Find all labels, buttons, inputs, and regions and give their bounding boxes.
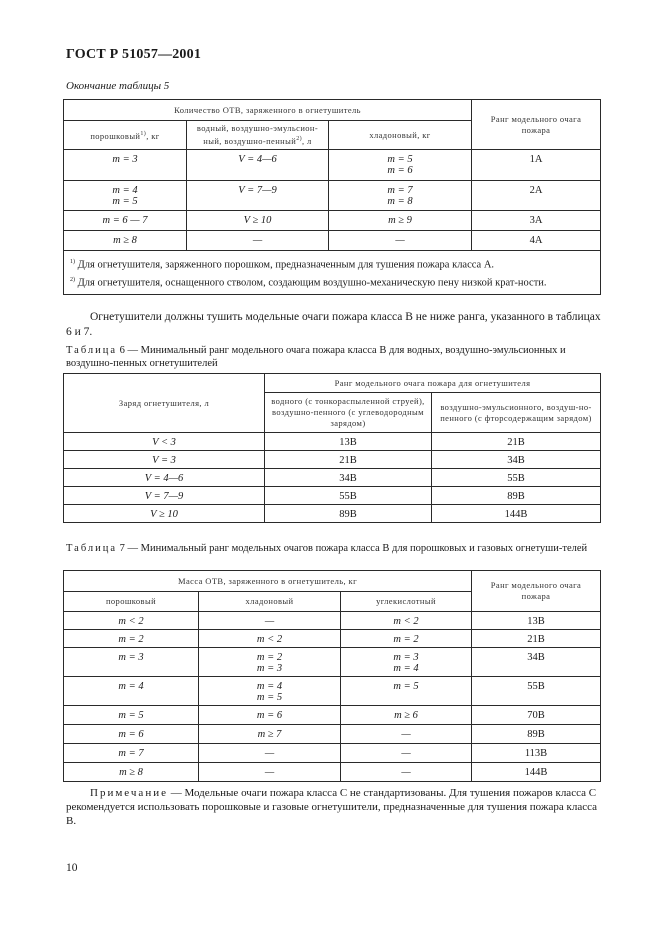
table-cell-c3	[341, 725, 472, 744]
table-row	[64, 505, 601, 523]
footnote-2: $^{2)}$ Для огнетушителя, оснащенного стволом, создающим воздушно-механическую пену низкой крат-ности.	[70, 276, 547, 288]
table-row	[64, 706, 601, 725]
cell-line: —	[252, 235, 263, 246]
t5-footnotes	[64, 251, 601, 295]
table-cell-c1: 34В	[265, 469, 432, 487]
table-row	[64, 469, 601, 487]
cell-line: m = 4	[393, 663, 419, 674]
cell-line: V = 7—9	[238, 185, 277, 196]
t6-col-water-foam: водного (с тонкораспыленной струей), воздушно-пенного (с углеводородным зарядом)	[265, 393, 432, 433]
t5-col-water: водный, воздушно-эмульсион- ный, воздушно-пенный$^{2)}$, л	[187, 121, 329, 150]
cell-line: m ≥ 9	[388, 215, 412, 226]
cell-line: m = 5	[118, 710, 144, 721]
table-cell-c3	[341, 612, 472, 630]
cell-line: m = 2	[256, 652, 283, 663]
cell-line: m ≥ 6	[394, 710, 418, 721]
table-row	[64, 487, 601, 505]
cell-line: m = 4	[112, 185, 138, 196]
table-cell-rank: 3А	[472, 211, 601, 231]
table-cell-rank: 21В	[472, 630, 601, 648]
table-cell-c3	[341, 648, 472, 677]
table-6-title: Таблица 6 — Минимальный ранг модельного очага пожара класса В для водных, воздушно-эмульсионных и воздушно-пенных огнетушителей	[66, 345, 566, 369]
table-cell-c1	[64, 181, 187, 211]
t7-col-co2: углекислотный	[341, 592, 472, 612]
body-paragraph: Огнетушители должны тушить модельные очаги пожара класса В не ниже ранга, указанного в таблицах 6 и 7.	[66, 311, 601, 338]
table-6	[63, 373, 601, 523]
table-cell-charge: V = 4—6	[64, 469, 265, 487]
table-cell-c1	[64, 706, 199, 725]
table-cell-rank: 144В	[472, 763, 601, 782]
note-paragraph: Примечание — Модельные очаги пожара класса С не стандартизованы. Для тушения пожаров класса С рекомендуется использовать порошковые и газовые огнетушители, предназначенные для тушения пожара класса В.	[66, 787, 598, 827]
cell-line: m = 5	[393, 681, 419, 692]
cell-line: m = 3	[118, 652, 144, 663]
table-cell-c3	[329, 150, 472, 181]
table-cell-rank: 34В	[472, 648, 601, 677]
table-cell-c3	[329, 181, 472, 211]
table-cell-c2: 34В	[432, 451, 601, 469]
table-cell-charge: V = 7—9	[64, 487, 265, 505]
cell-line: m = 3	[393, 652, 419, 663]
cell-line: m ≥ 8	[119, 767, 143, 778]
table-cell-rank: 89В	[472, 725, 601, 744]
table-cell-c1: 89В	[265, 505, 432, 523]
cell-line: m = 4	[256, 681, 283, 692]
table-row	[64, 648, 601, 677]
cell-line: —	[401, 729, 411, 740]
cell-line: m = 6 — 7	[102, 215, 148, 226]
table-row	[64, 744, 601, 763]
cell-line: m = 6	[118, 729, 144, 740]
cell-line: m ≥ 8	[113, 235, 137, 246]
table-cell-c1	[64, 677, 199, 706]
table-cell-c2	[199, 725, 341, 744]
cell-line: V ≥ 10	[243, 215, 272, 226]
t6-charge-header: Заряд огнетушителя, л	[64, 374, 265, 433]
cell-line: m = 5	[256, 692, 283, 703]
cell-line: —	[401, 767, 411, 778]
t7-group-header: Масса ОТВ, заряженного в огнетушитель, кг	[64, 571, 472, 592]
t6-group-header: Ранг модельного очага пожара для огнетушителя	[265, 374, 601, 393]
table-row	[64, 211, 601, 231]
cell-line: m = 5	[112, 196, 138, 207]
t5-rank-header: Ранг модельного очага пожара	[472, 100, 601, 150]
table-row	[64, 451, 601, 469]
table-cell-c1	[64, 231, 187, 251]
table-cell-c1	[64, 150, 187, 181]
table-cell-c2	[187, 231, 329, 251]
footnote-1: $^{1)}$ Для огнетушителя, заряженного порошком, предназначенным для тушения пожара класса А.	[70, 259, 495, 271]
cell-line: m = 7	[387, 185, 413, 196]
table-row	[64, 150, 601, 181]
cell-line: —	[264, 767, 275, 778]
table-cell-c2: 144В	[432, 505, 601, 523]
table-7-title: Таблица 7 — Минимальный ранг модельных очагов пожара класса В для порошковых и газовых огнетуши-телей	[66, 543, 588, 554]
cell-line: m < 2	[393, 616, 419, 627]
table-cell-rank: 113В	[472, 744, 601, 763]
cell-line: m = 4	[118, 681, 144, 692]
table-cell-c1	[64, 744, 199, 763]
cell-line: m < 2	[118, 616, 144, 627]
table-cell-c3	[329, 231, 472, 251]
table-cell-c1	[64, 612, 199, 630]
cell-line: —	[401, 748, 411, 759]
table-cell-c2	[199, 648, 341, 677]
table-cell-c3	[341, 763, 472, 782]
table-row	[64, 612, 601, 630]
table-row	[64, 763, 601, 782]
page-number: 10	[66, 862, 78, 874]
cell-line: —	[395, 235, 405, 246]
t6-col-emulsion-fluoro: воздушно-эмульсионного, воздуш-но-пенного (с фторсодержащим зарядом)	[432, 393, 601, 433]
table-cell-c1: 55В	[265, 487, 432, 505]
cell-line: —	[264, 748, 275, 759]
table-cell-c1	[64, 211, 187, 231]
table-cell-c2: 55В	[432, 469, 601, 487]
table-cell-c1	[64, 725, 199, 744]
table-cell-rank: 55В	[472, 677, 601, 706]
cell-line: m = 5	[387, 154, 413, 165]
table-cell-charge: V < 3	[64, 433, 265, 451]
table-cell-c3	[341, 677, 472, 706]
document-header: ГОСТ Р 51057—2001	[66, 47, 202, 62]
table-cell-c3	[341, 744, 472, 763]
table-cell-c1	[64, 763, 199, 782]
table-cell-rank: 2А	[472, 181, 601, 211]
table-cell-c2	[199, 744, 341, 763]
table-cell-c2	[199, 612, 341, 630]
cell-line: m = 3	[112, 154, 138, 165]
table-cell-c2	[199, 763, 341, 782]
cell-line: V = 4—6	[238, 154, 277, 165]
cell-line: m = 2	[118, 634, 144, 645]
table-cell-c1	[64, 630, 199, 648]
cell-line: m = 2	[393, 634, 419, 645]
table-row	[64, 630, 601, 648]
table-5-continuation-caption: Окончание таблицы 5	[66, 80, 170, 92]
t5-group-header: Количество ОТВ, заряженного в огнетушитель	[64, 100, 472, 121]
table-cell-c2	[187, 211, 329, 231]
table-cell-rank: 70В	[472, 706, 601, 725]
table-cell-c1: 21В	[265, 451, 432, 469]
t5-col-powder: порошковый$^{1)}$, кг	[64, 121, 187, 150]
table-cell-charge: V = 3	[64, 451, 265, 469]
t7-col-powder: порошковый	[64, 592, 199, 612]
cell-line: m = 6	[387, 165, 413, 176]
table-cell-c2: 89В	[432, 487, 601, 505]
table-row	[64, 725, 601, 744]
table-cell-c2	[199, 677, 341, 706]
table-cell-c2	[187, 150, 329, 181]
cell-line: m = 3	[256, 663, 283, 674]
cell-line: m = 7	[118, 748, 144, 759]
table-row	[64, 231, 601, 251]
table-5	[63, 99, 601, 295]
table-cell-charge: V ≥ 10	[64, 505, 265, 523]
table-row	[64, 677, 601, 706]
table-cell-rank: 1А	[472, 150, 601, 181]
table-cell-c1: 13В	[265, 433, 432, 451]
table-cell-c3	[341, 706, 472, 725]
table-cell-c2	[199, 630, 341, 648]
t7-rank-header: Ранг модельного очага пожара	[472, 571, 601, 612]
table-cell-c2: 21В	[432, 433, 601, 451]
table-cell-c1	[64, 648, 199, 677]
table-row	[64, 181, 601, 211]
cell-line: m ≥ 7	[257, 729, 282, 740]
t7-col-halon: хладоновый	[199, 592, 341, 612]
table-7	[63, 570, 601, 782]
cell-line: —	[264, 616, 275, 627]
cell-line: m = 8	[387, 196, 413, 207]
cell-line: m = 6	[256, 710, 283, 721]
t5-col-halon: хладоновый, кг	[329, 121, 472, 150]
cell-line: m < 2	[256, 634, 283, 645]
table-row	[64, 433, 601, 451]
table-cell-c2	[199, 706, 341, 725]
table-cell-rank: 13В	[472, 612, 601, 630]
table-cell-c2	[187, 181, 329, 211]
table-cell-c3	[341, 630, 472, 648]
table-cell-rank: 4А	[472, 231, 601, 251]
table-cell-c3	[329, 211, 472, 231]
